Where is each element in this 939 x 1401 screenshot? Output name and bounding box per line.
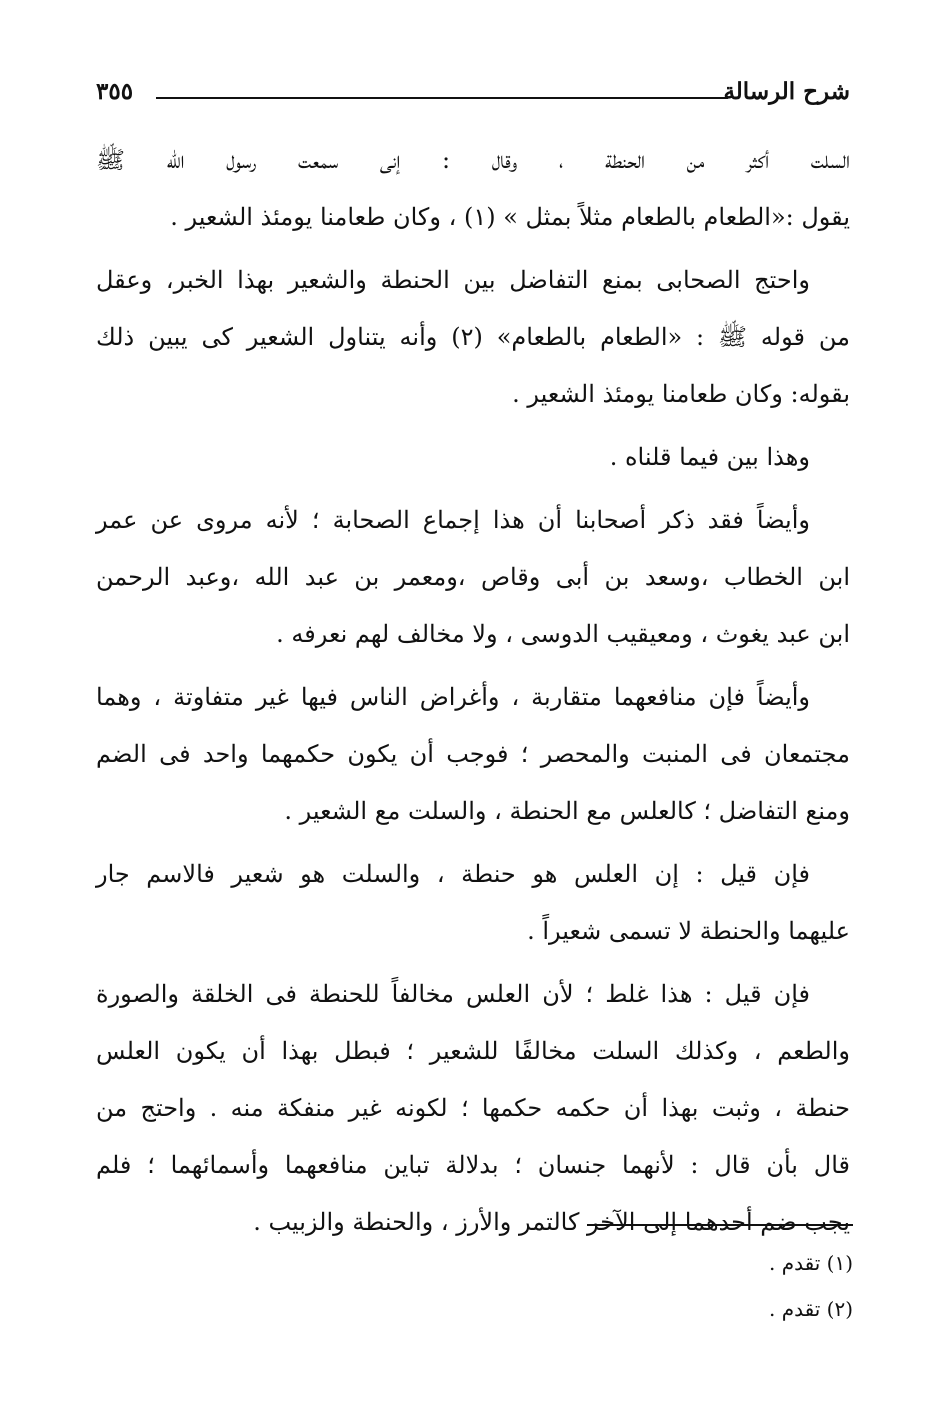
text-line: وأيضاً فقد ذكر أصحابنا أن هذا إجماع الصحابة ؛ لأنه مروى عن عمر	[96, 506, 810, 534]
page-header	[96, 78, 850, 118]
text-line: والطعم ، وكذلك السلت مخالفًا للشعير ؛ فبطل بهذا أن يكون العلس	[96, 1037, 850, 1065]
text-line: وهذا بين فيما قلناه .	[609, 443, 810, 471]
header-rule	[156, 97, 728, 99]
text-line: من قوله ﷺ : «الطعام بالطعام» (٢) وأنه يتناول الشعير كى يبين ذلك	[96, 323, 850, 351]
footnote: (٢) تقدم .	[768, 1297, 853, 1321]
text-line: يجب ضم أحدهما إلى الآخر كالتمر والأرز ، والحنطة والزبيب .	[253, 1208, 850, 1236]
text-line: ومنع التفاضل ؛ كالعلس مع الحنطة ، والسلت مع الشعير .	[284, 797, 850, 825]
text-line: قال بأن قال : لأنهما جنسان ؛ بدلالة تباين منافعهما وأسمائهما ؛ فلم	[96, 1151, 850, 1179]
footnotes	[453, 1240, 853, 1332]
body-text	[96, 132, 850, 1251]
text-line: ابن الخطاب ،وسعد بن أبى وقاص ،ومعمر بن عبد الله ،وعبد الرحمن	[96, 563, 850, 591]
text-line: السلت أكثر من الحنطة ، وقال : إنى سمعت رسول الله ﷺ	[96, 146, 850, 174]
text-line: مجتمعان فى المنبت والمحصر ؛ فوجب أن يكون حكمهما واحد فى الضم	[96, 740, 850, 768]
text-line: بقوله: وكان طعامنا يومئذ الشعير .	[512, 380, 850, 408]
footnote: (١) تقدم .	[768, 1251, 853, 1275]
text-line: عليهما والحنطة لا تسمى شعيراً .	[527, 917, 850, 945]
running-title: شرح الرسالة	[723, 78, 850, 105]
footnote-rule	[587, 1224, 853, 1226]
text-line: ابن عبد يغوث ، ومعيقيب الدوسى ، ولا مخالف لهم نعرفه .	[276, 620, 850, 648]
text-line: حنطة ، وثبت بهذا أن حكمه حكمها ؛ لكونه غير منفكة منه . واحتج من	[96, 1094, 850, 1122]
text-line: فإن قيل : إن العلس هو حنطة ، والسلت هو شعير فالاسم جار	[96, 860, 810, 888]
page-number: ٣٥٥	[96, 78, 134, 105]
text-line: وأيضاً فإن منافعهما متقاربة ، وأغراض الناس فيها غير متفاوتة ، وهما	[96, 683, 810, 711]
text-line: فإن قيل : هذا غلط ؛ لأن العلس مخالفاً للحنطة فى الخلقة والصورة	[96, 980, 810, 1008]
text-line: يقول :«الطعام بالطعام مثلاً بمثل » (١) ، وكان طعامنا يومئذ الشعير .	[170, 203, 850, 231]
text-line: واحتج الصحابى بمنع التفاضل بين الحنطة والشعير بهذا الخبر، وعقل	[96, 266, 810, 294]
